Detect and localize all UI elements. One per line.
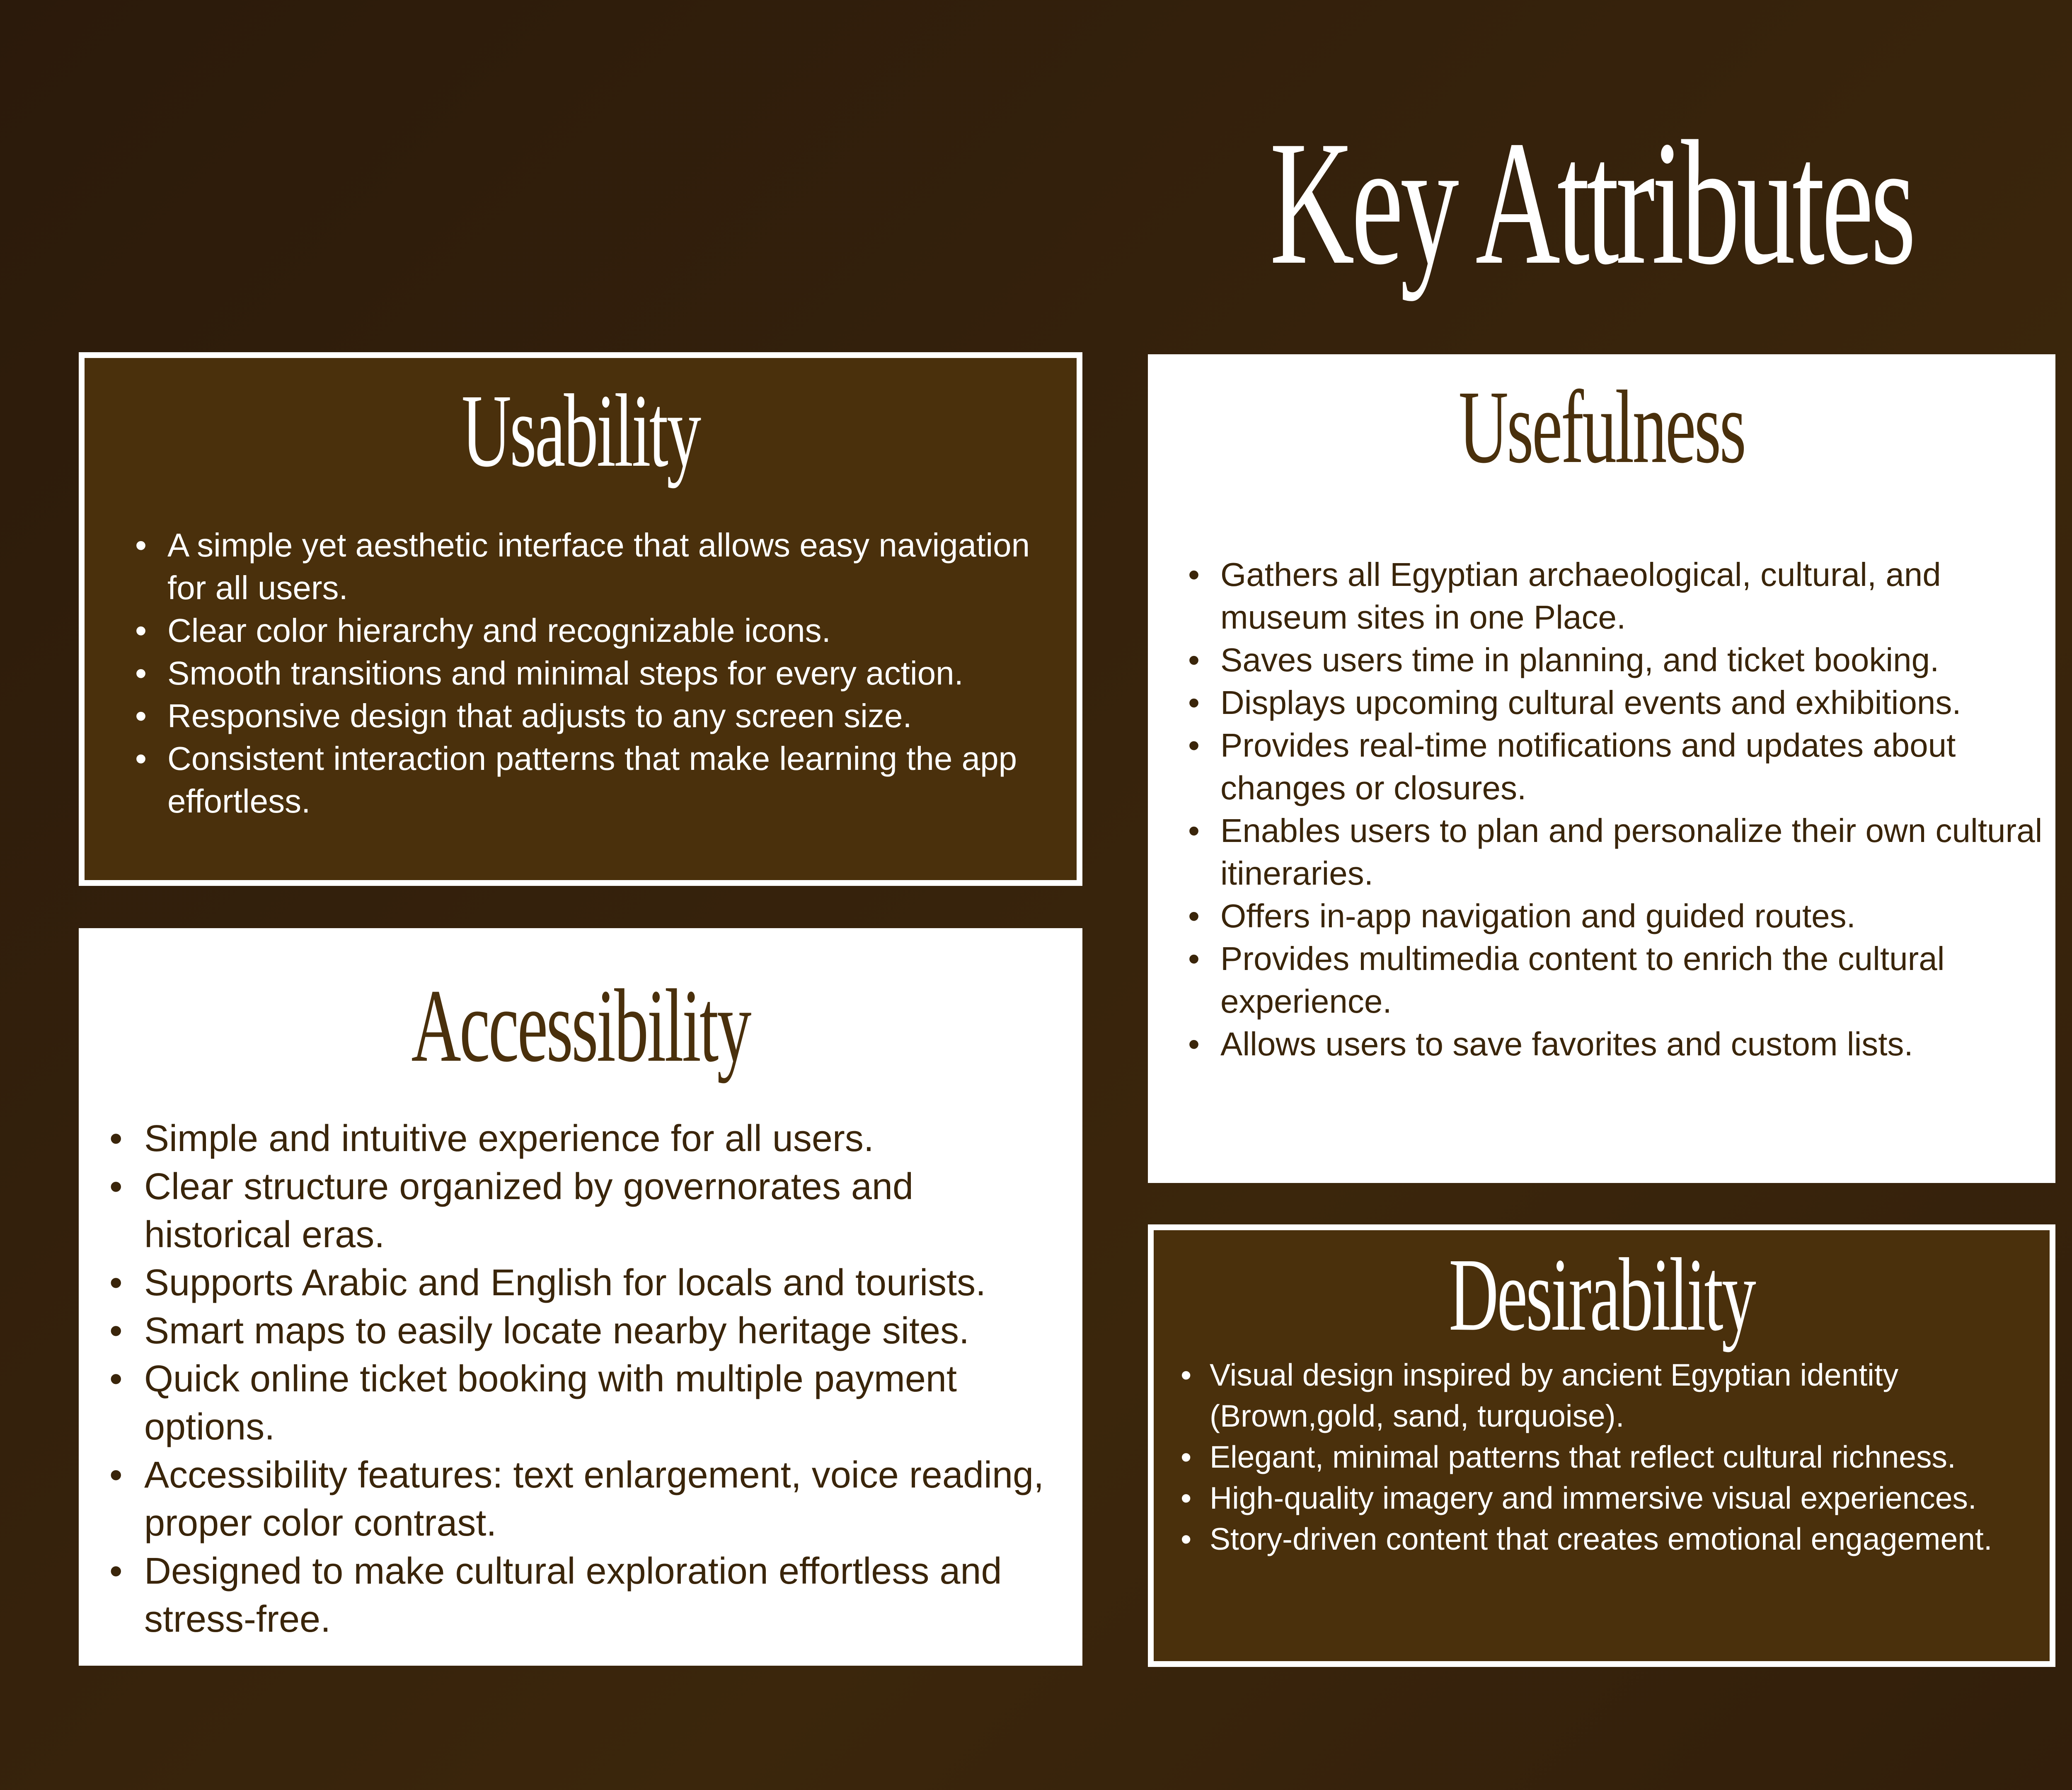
page-title: Key Attributes <box>1269 104 1913 302</box>
list-item: • Clear color hierarchy and recognizable icons. <box>167 609 1071 652</box>
desirability-list <box>1210 1355 2055 1560</box>
list-item: • Enables users to plan and personalize their own cultural itineraries. <box>1220 809 2049 895</box>
accessibility-card <box>79 928 1082 1666</box>
usability-list <box>167 524 1071 822</box>
list-item: • A simple yet aesthetic interface that allows easy navigation for all users. <box>167 524 1071 609</box>
list-item: • Gathers all Egyptian archaeological, cultural, and museum sites in one Place. <box>1220 553 2049 639</box>
list-item: • Clear structure organized by governorates and historical eras. <box>144 1163 1060 1259</box>
list-item: • Elegant, minimal patterns that reflect cultural richness. <box>1210 1437 2055 1478</box>
list-item: • Provides real-time notifications and updates about changes or closures. <box>1220 724 2049 809</box>
list-item: • Allows users to save favorites and custom lists. <box>1220 1023 2049 1065</box>
desirability-heading: Desirability <box>1449 1236 1755 1352</box>
list-item: • Smooth transitions and minimal steps for every action. <box>167 652 1071 694</box>
list-item: • Designed to make cultural exploration effortless and stress-free. <box>144 1547 1060 1643</box>
list-item: • Accessibility features: text enlargement, voice reading, proper color contrast. <box>144 1451 1060 1547</box>
list-item: • Visual design inspired by ancient Egyptian identity (Brown,gold, sand, turquoise). <box>1210 1355 2055 1437</box>
list-item: • Supports Arabic and English for locals and tourists. <box>144 1259 1060 1307</box>
list-item: • Quick online ticket booking with multiple payment options. <box>144 1355 1060 1451</box>
list-item: • Smart maps to easily locate nearby heritage sites. <box>144 1307 1060 1355</box>
usefulness-card <box>1148 354 2055 1183</box>
list-item: • Displays upcoming cultural events and exhibitions. <box>1220 681 2049 724</box>
list-item: • Provides multimedia content to enrich the cultural experience. <box>1220 937 2049 1023</box>
list-item: • Consistent interaction patterns that make learning the app effortless. <box>167 737 1071 822</box>
list-item: • Responsive design that adjusts to any screen size. <box>167 694 1071 737</box>
list-item: • Saves users time in planning, and ticket booking. <box>1220 639 2049 681</box>
list-item: • Story-driven content that creates emotional engagement. <box>1210 1519 2055 1560</box>
usefulness-list <box>1220 553 2049 1065</box>
accessibility-heading: Accessibility <box>411 968 750 1084</box>
desirability-card <box>1148 1224 2055 1667</box>
accessibility-list <box>144 1115 1060 1643</box>
list-item: • Offers in-app navigation and guided routes. <box>1220 895 2049 937</box>
usability-card <box>79 352 1082 886</box>
list-item: • Simple and intuitive experience for all users. <box>144 1115 1060 1163</box>
usefulness-heading: Usefulness <box>1458 369 1745 485</box>
list-item: • High-quality imagery and immersive visual experiences. <box>1210 1478 2055 1519</box>
usability-heading: Usability <box>461 373 700 489</box>
